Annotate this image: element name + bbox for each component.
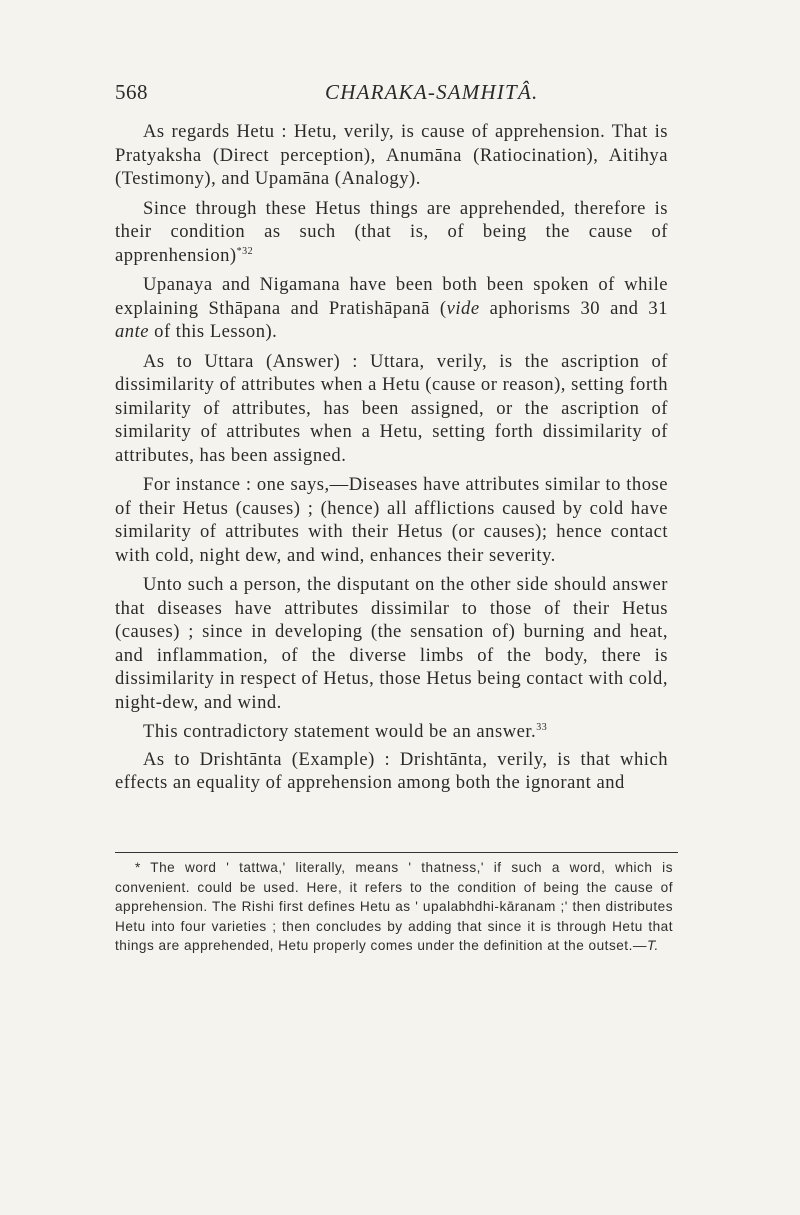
paragraph-text: Upanaya and Nigamana have been both been spoken of while explaining Sthāpana and Pratishāpanā ( <box>115 274 668 319</box>
paragraph-since <box>115 197 668 268</box>
paragraph-hetu <box>115 120 668 191</box>
running-title: CHARAKA-SAMHITÂ. <box>325 80 539 104</box>
footnote-signature: T. <box>646 938 659 954</box>
paragraph-contradictory <box>115 720 668 744</box>
main-text <box>115 120 668 801</box>
footnote-ref: *32 <box>236 245 254 257</box>
footnote-ref: 33 <box>536 722 548 733</box>
paragraph-text: Unto such a person, the disputant on the other side should answer that diseases have attributes dissimilar to those of their Hetus (causes) ; since in developing (the sensation of) burning and heat, and inflammation, of the diverse limbs of the body, there is dissimilarity in respect of Hetus, those Hetus being contact with cold, night-dew, and wind. <box>115 574 668 713</box>
paragraph-uttara <box>115 350 668 468</box>
paragraph-text: As to Uttara (Answer) : Uttara, verily, is the ascription of dissimilarity of attributes when a Hetu (cause or reason), setting forth similarity of attributes, has been assigned, or the ascription of similarity of attributes when a Hetu, setting forth dissimilarity of attributes, has been assigned. <box>115 350 668 466</box>
footnote-divider <box>115 852 678 853</box>
paragraph-unto <box>115 573 668 714</box>
paragraph-text: For instance : one says,—Diseases have attributes similar to those of their Hetus (causes) ; (hence) all afflictions caused by cold have similarity of attributes with their Hetus (or causes); hence contact with cold, night dew, and wind, enhances their severity. <box>115 474 668 566</box>
paragraph-text: Since through these Hetus things are apprehended, therefore is their condition as such (that is, of being the cause of apprenhension) <box>115 197 668 266</box>
italic-ante: ante <box>115 321 150 342</box>
paragraph-text: As to Drishtānta (Example) : Drishtānta, verily, is that which effects an equality of apprehension among both the ignorant and <box>115 748 668 793</box>
paragraph-text: aphorisms 30 and 31 <box>479 297 668 319</box>
footnote <box>115 858 673 956</box>
paragraph-text: This contradictory statement would be an answer. <box>143 721 537 742</box>
page-number: 568 <box>115 80 148 104</box>
footnote-text <box>115 858 673 956</box>
paragraph-upanaya <box>115 273 668 344</box>
italic-vide: vide <box>446 297 480 319</box>
page-header <box>115 80 675 110</box>
paragraph-drishtanta <box>115 748 668 795</box>
footnote-body: * The word ' tattwa,' literally, means ' thatness,' if such a word, which is convenient. could be used. Here, it refers to the condition of being the cause of apprehension. The Rishi first defines Hetu as ' upalabhdhi-kāranam ;' then distributes Hetu into four varieties ; then concludes by adding that since it is through Hetu that things are apprehended, Hetu properly comes under the definition at the outset.— <box>115 860 673 954</box>
paragraph-text: As regards Hetu : Hetu, verily, is cause of apprehension. That is Pratyaksha (Direct perception), Anumāna (Ratiocination), Aitihya (Testimony), and Upamāna (Analogy). <box>115 121 668 189</box>
paragraph-text: of this Lesson). <box>149 321 278 342</box>
paragraph-for-instance <box>115 473 668 567</box>
